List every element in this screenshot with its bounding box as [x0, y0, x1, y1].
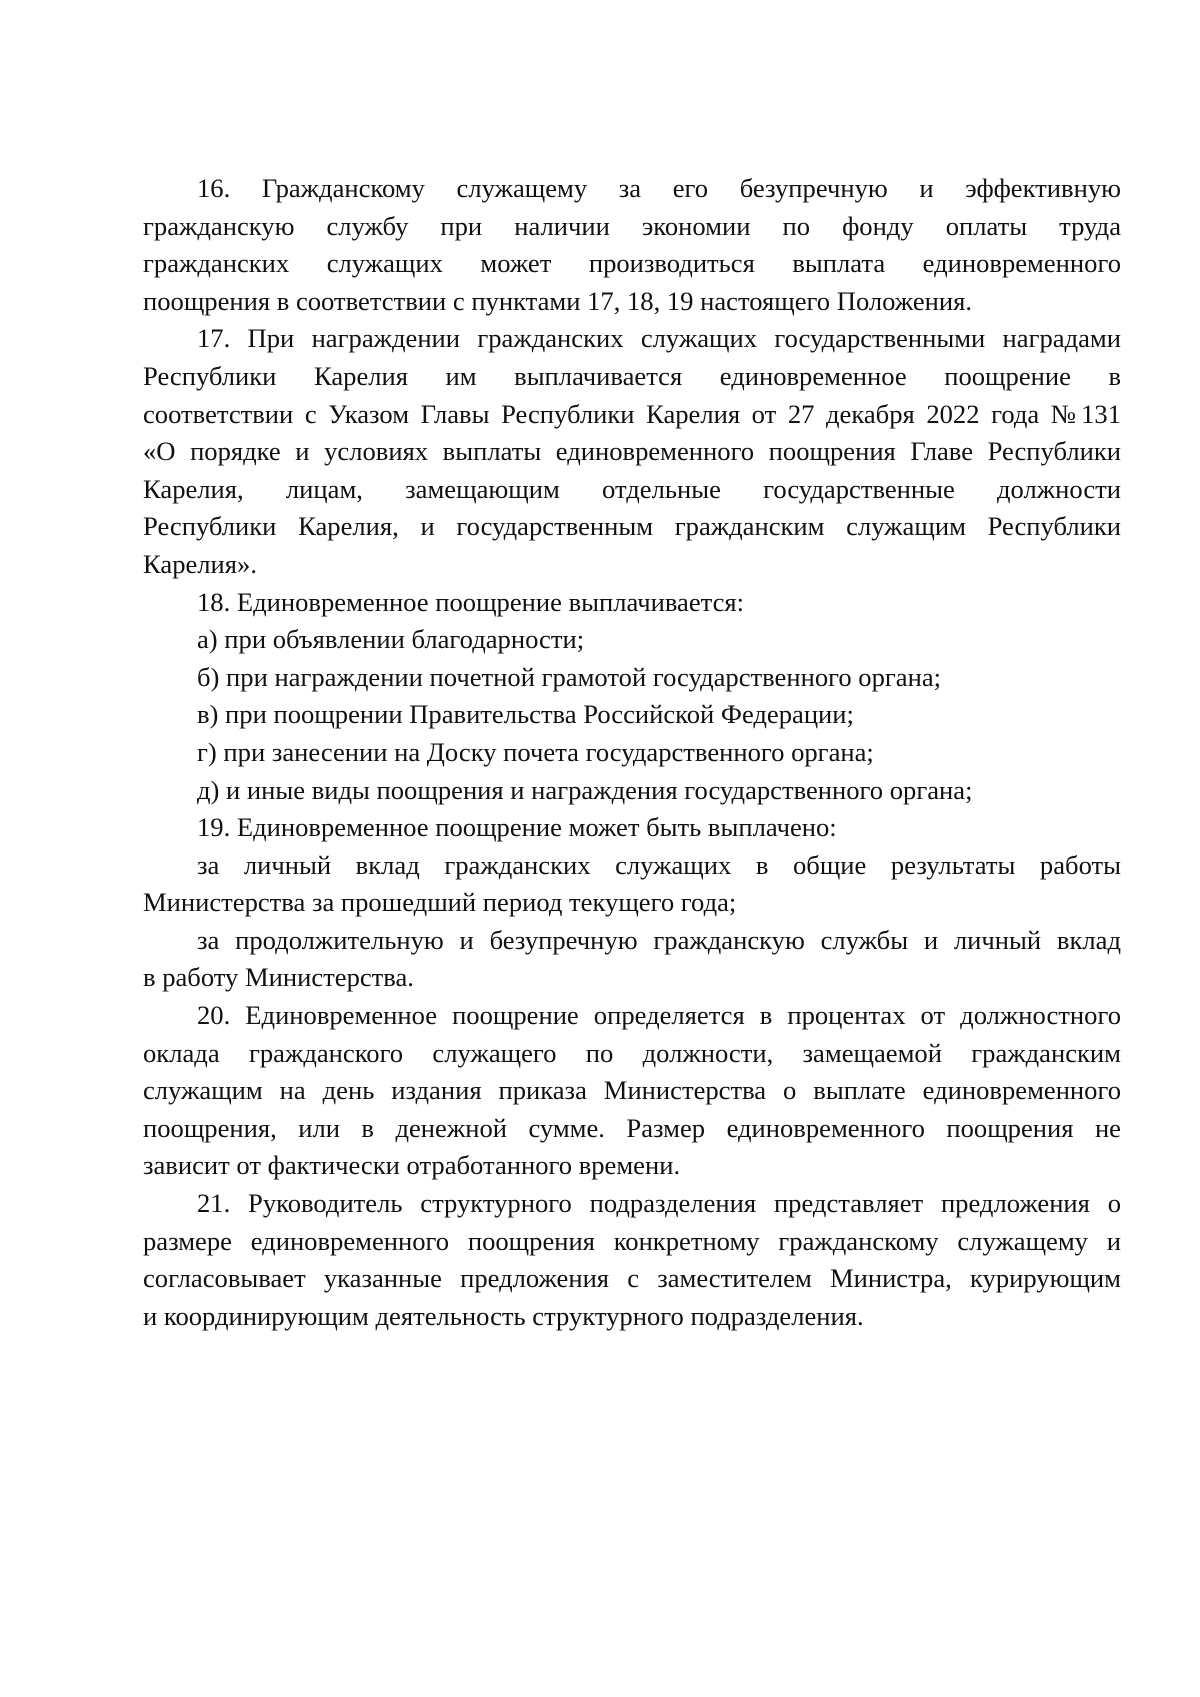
- paragraph-line: поощрения, или в денежной сумме. Размер единовременного поощрения не: [143, 1112, 1121, 1143]
- paragraph-line: в) при поощрении Правительства Российской Федерации;: [197, 699, 854, 730]
- paragraph-line: Республики Карелия, и государственным гражданским служащим Республики: [143, 511, 1121, 542]
- list-item-18e: [143, 772, 1121, 810]
- paragraph-line: 18. Единовременное поощрение выплачивается:: [197, 586, 745, 617]
- paragraph-line: зависит от фактически отработанного времени.: [143, 1150, 681, 1181]
- paragraph-line: 21. Руководитель структурного подразделения представляет предложения о: [197, 1188, 1121, 1219]
- paragraph-line: оклада гражданского служащего по должности, замещаемой гражданским: [143, 1037, 1121, 1068]
- paragraph-line: за продолжительную и безупречную гражданскую службы и личный вклад: [197, 924, 1121, 955]
- paragraph-line: а) при объявлении благодарности;: [197, 624, 585, 655]
- paragraph-line: согласовывает указанные предложения с заместителем Министра, курирующим: [143, 1263, 1121, 1294]
- paragraph-line: гражданскую службу при наличии экономии по фонду оплаты труда: [143, 210, 1121, 241]
- paragraph-18: [143, 584, 1121, 622]
- paragraph-line: Карелия».: [143, 548, 257, 579]
- paragraph-line: «О порядке и условиях выплаты единовременного поощрения Главе Республики: [143, 436, 1121, 467]
- paragraph-line: Республики Карелия им выплачивается единовременное поощрение в: [143, 360, 1121, 391]
- document-body: [143, 170, 1121, 1335]
- paragraph-line: Министерства за прошедший период текущего года;: [143, 887, 737, 918]
- paragraph-21: [143, 1185, 1121, 1335]
- paragraph-line: 17. При награждении гражданских служащих государственными наградами: [197, 323, 1121, 354]
- paragraph-line: за личный вклад гражданских служащих в общие результаты работы: [197, 849, 1121, 880]
- paragraph-20: [143, 997, 1121, 1185]
- list-item-18c: [143, 696, 1121, 734]
- paragraph-line: служащим на день издания приказа Министерства о выплате единовременного: [143, 1075, 1121, 1106]
- paragraph-line: 20. Единовременное поощрение определяется в процентах от должностного: [197, 1000, 1121, 1031]
- paragraph-line: Карелия, лицам, замещающим отдельные государственные должности: [143, 473, 1121, 504]
- list-item-18b: [143, 659, 1121, 697]
- paragraph-line: д) и иные виды поощрения и награждения государственного органа;: [197, 774, 973, 805]
- paragraph-line: размере единовременного поощрения конкретному гражданскому служащему и: [143, 1225, 1121, 1256]
- paragraph-line: соответствии с Указом Главы Республики Карелия от 27 декабря 2022 года №131: [143, 398, 1121, 429]
- paragraph-line: гражданских служащих может производиться выплата единовременного: [143, 248, 1121, 279]
- paragraph-line: поощрения в соответствии с пунктами 17, 18, 19 настоящего Положения.: [143, 285, 972, 316]
- paragraph-line: 16. Гражданскому служащему за его безупречную и эффективную: [197, 173, 1121, 203]
- paragraph-line: г) при занесении на Доску почета государственного органа;: [197, 736, 874, 767]
- paragraph-17: [143, 320, 1121, 583]
- paragraph-line: и координирующим деятельность структурного подразделения.: [143, 1300, 864, 1331]
- paragraph-19: [143, 809, 1121, 847]
- paragraph-line: в работу Министерства.: [143, 962, 414, 993]
- list-item-18a: [143, 621, 1121, 659]
- list-item-18d: [143, 734, 1121, 772]
- paragraph-19-item-1: [143, 847, 1121, 922]
- paragraph-line: 19. Единовременное поощрение может быть выплачено:: [197, 812, 837, 843]
- paragraph-16: [143, 170, 1121, 320]
- paragraph-19-item-2: [143, 922, 1121, 997]
- paragraph-line: б) при награждении почетной грамотой государственного органа;: [197, 661, 942, 692]
